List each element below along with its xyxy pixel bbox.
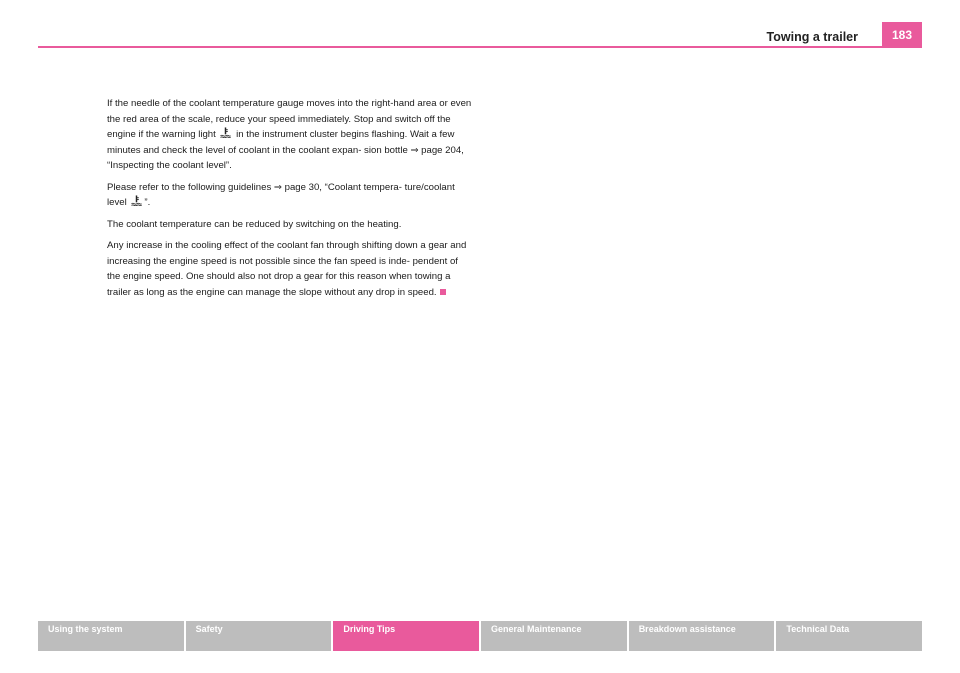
paragraph-3: The coolant temperature can be reduced by switching on the heating.: [107, 218, 402, 230]
page-number: 183: [882, 22, 922, 47]
paragraph-4: Any increase in the cooling effect of the coolant fan through shifting down a gear and increasing the engine speed is not possible since the fan speed is inde- pendent of the engine speed. One should also not drop a gear for this reason when towing a trailer as long as the engine can manage the slope without any drop in speed.: [107, 240, 467, 298]
nav-tab-driving-tips[interactable]: Driving Tips: [333, 621, 479, 651]
body-text: [107, 96, 472, 306]
header-rule: [38, 46, 922, 48]
nav-tab-general-maintenance[interactable]: General Maintenance: [481, 621, 627, 651]
section-end-marker: [440, 289, 446, 295]
paragraph-2: Please refer to the following guidelines ⇒ page 30, “Coolant tempera- ture/coolant level ”.: [107, 181, 455, 208]
section-title: Towing a trailer: [766, 30, 858, 44]
nav-tab-safety[interactable]: Safety: [186, 621, 332, 651]
coolant-temperature-icon: [131, 195, 142, 206]
nav-tab-technical-data[interactable]: Technical Data: [776, 621, 922, 651]
footer-nav: [38, 621, 922, 651]
nav-tab-breakdown-assistance[interactable]: Breakdown assistance: [629, 621, 775, 651]
coolant-temperature-icon: [220, 127, 231, 138]
nav-tab-using-the-system[interactable]: Using the system: [38, 621, 184, 651]
paragraph-1: If the needle of the coolant temperature gauge moves into the right-hand area or even the red area of the scale, reduce your speed immediately. Stop and switch off the engine if the warning light in the instrument cluster begins flashing. Wait a few minutes and check the level of coolant in the coolant expan- sion bottle ⇒ page 204, “Inspecting the coolant level”.: [107, 98, 472, 171]
